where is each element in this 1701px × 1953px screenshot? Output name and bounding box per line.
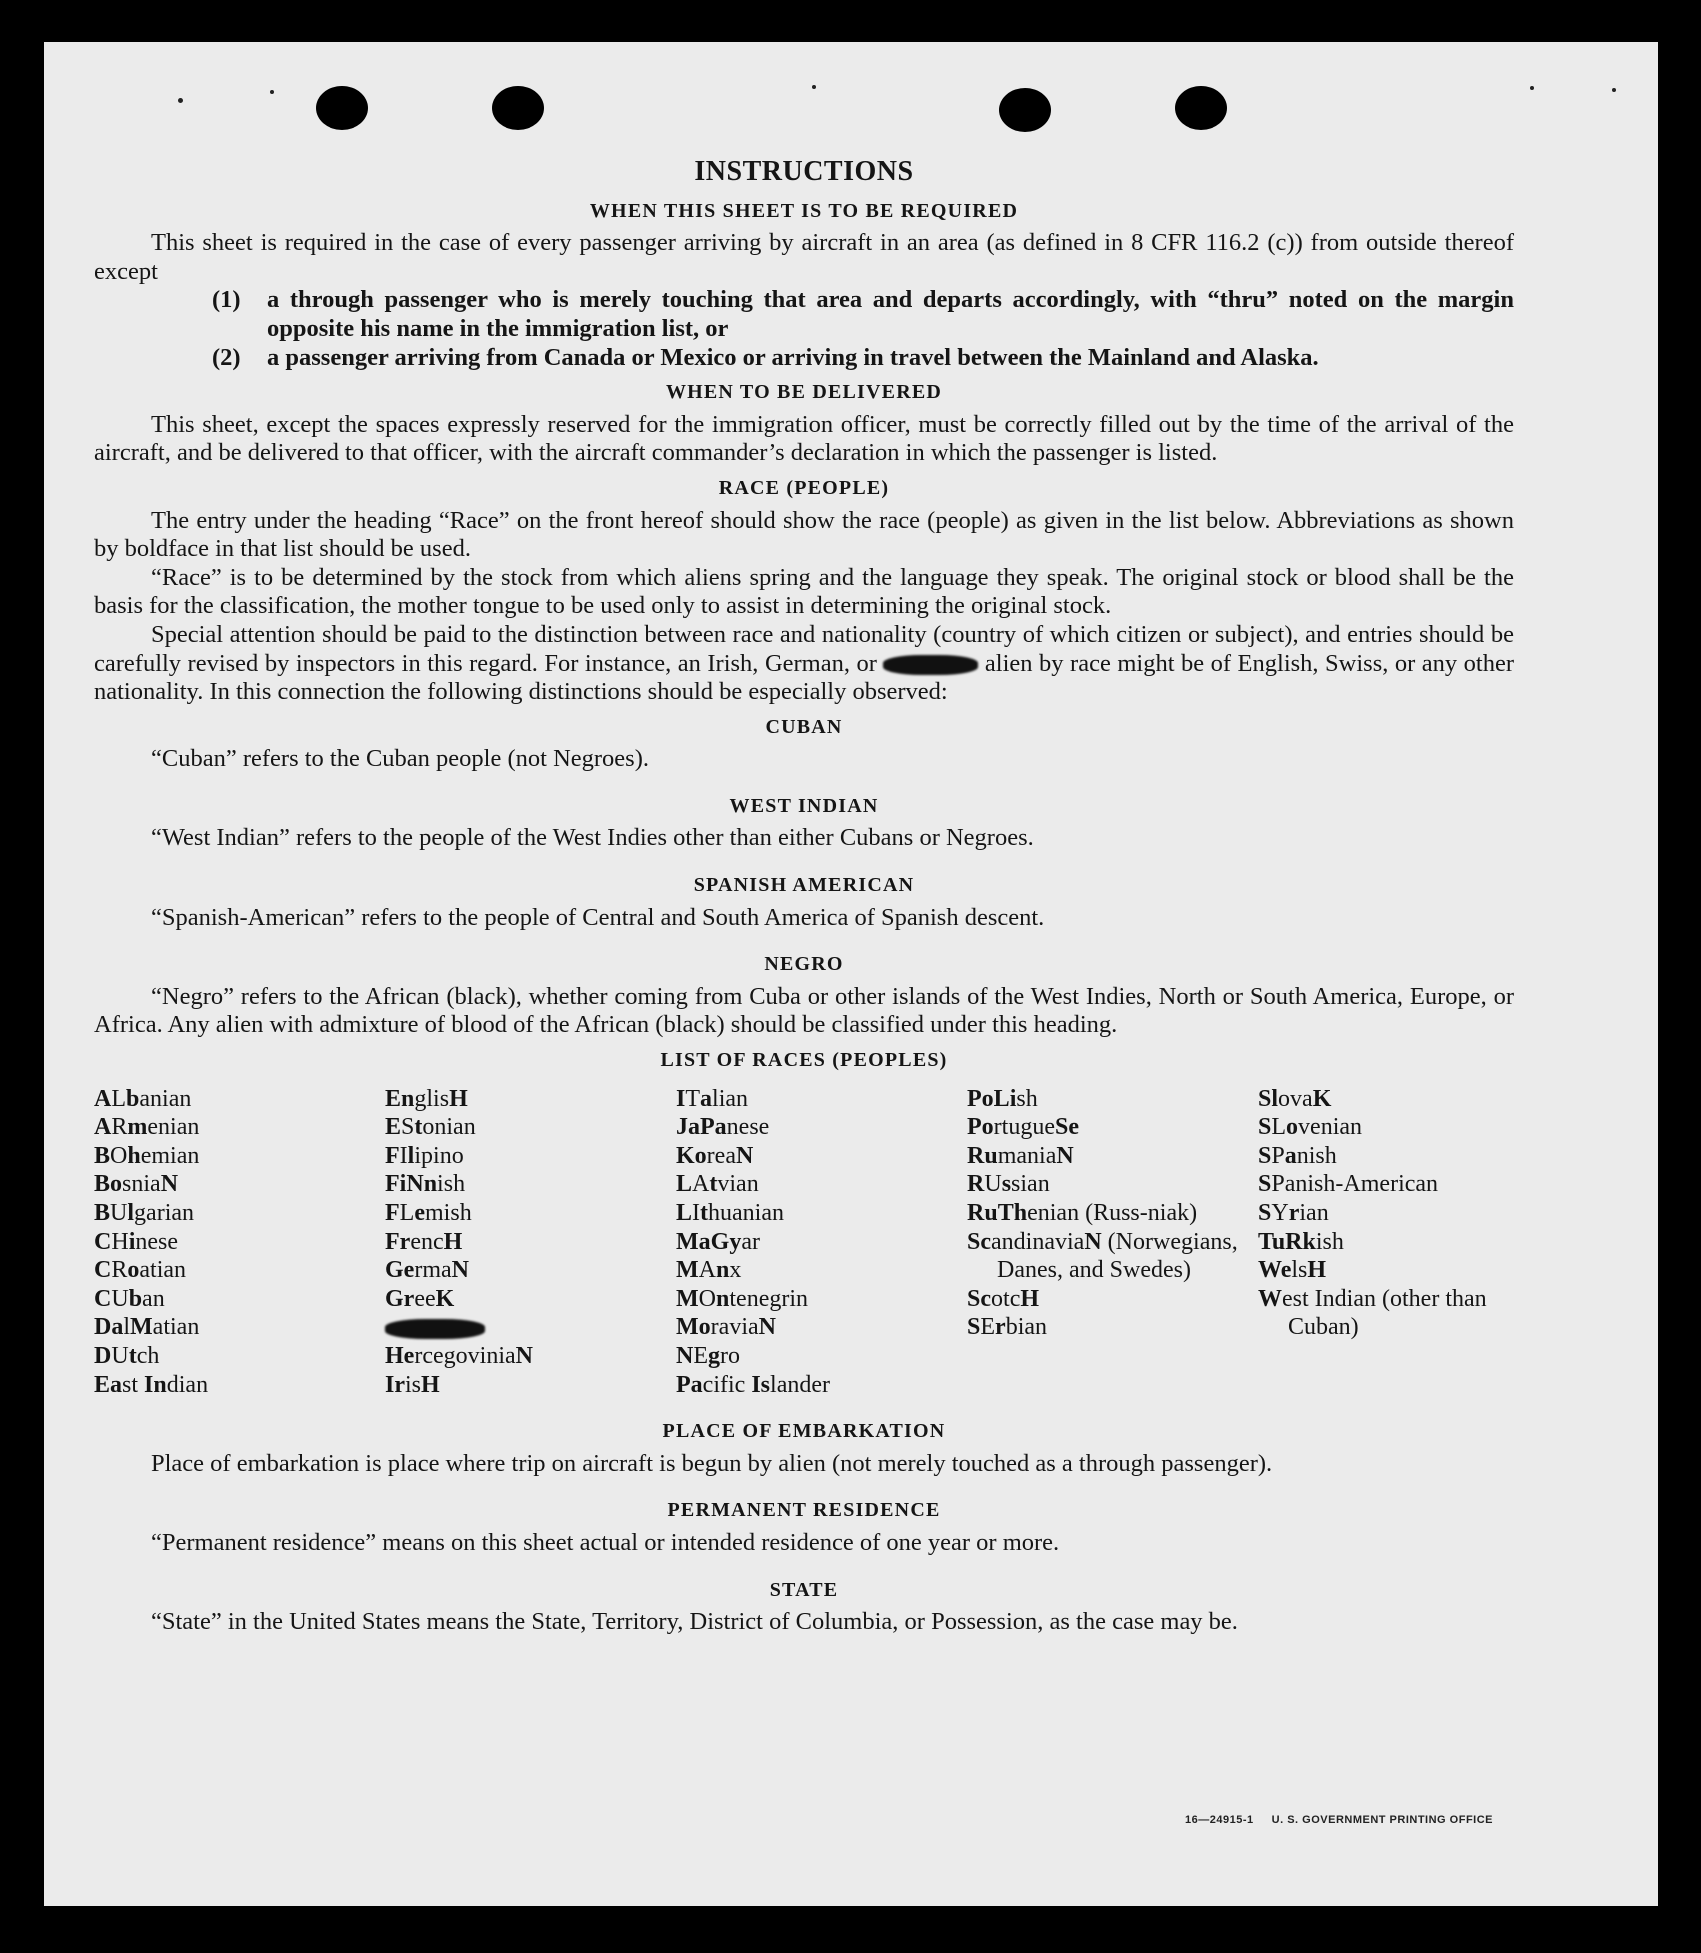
section-text: “Negro” refers to the African (black), whether coming from Cuba or other islands of the West Indies, North or South America, Europe, or Africa. Any alien with admixture of blood of the African (black) should be classified under this heading. [94, 982, 1514, 1039]
section-text: “State” in the United States means the State, Territory, District of Columbia, or Possession, as the case may be. [151, 1608, 1238, 1636]
race-entry: Pacific Islander [676, 1371, 830, 1398]
race-entry: DalMatian [94, 1314, 200, 1341]
speck [1612, 88, 1616, 92]
race-entry: FLemish [385, 1200, 472, 1226]
section-heading: CUBAN [765, 715, 843, 738]
section-text: Place of embarkation is place where trip on aircraft is begun by alien (not merely touched as a through passenger). [151, 1449, 1273, 1477]
race-entry: EStonian [385, 1114, 476, 1141]
race-column [1258, 1085, 1518, 1400]
race-entry: CRoatian [94, 1257, 187, 1284]
punch-hole [492, 86, 544, 130]
race-column [676, 1085, 967, 1400]
section-heading: WHEN THIS SHEET IS TO BE REQUIRED [589, 199, 1019, 222]
race-entry: FiNnish [385, 1171, 466, 1198]
race-entry: CHinese [94, 1228, 179, 1255]
race-entry: PoLish [967, 1085, 1038, 1112]
race-entry: ITalian [676, 1085, 749, 1112]
section-text: “West Indian” refers to the people of the West Indies other than either Cubans or Negroes. [151, 824, 1034, 852]
section-heading: PLACE OF EMBARKATION [662, 1420, 946, 1443]
section-heading: RACE (PEOPLE) [718, 476, 890, 499]
redaction-mark [883, 655, 978, 675]
page-title: INSTRUCTIONS [694, 156, 914, 187]
item-number: (1) [212, 286, 241, 314]
race-entry: KoreaN [676, 1142, 754, 1169]
race-entry: IrisH [385, 1371, 440, 1398]
race-entry: ScotcH [967, 1285, 1040, 1312]
section-text: “Cuban” refers to the Cuban people (not Negroes). [151, 745, 649, 773]
form-number: 16—24915-1 [1185, 1814, 1254, 1826]
list-item [212, 344, 1514, 373]
race-entry: ScandinaviaN (Norwegians, Danes, and Swedes) [967, 1228, 1238, 1284]
speck [270, 90, 274, 94]
race-entry: SLovenian [1258, 1114, 1363, 1141]
race-entry: MaGyar [676, 1228, 760, 1255]
race-column [967, 1085, 1258, 1400]
speck [812, 85, 816, 89]
race-entry: HercegoviniaN [385, 1342, 533, 1369]
section-heading: SPANISH AMERICAN [693, 874, 915, 897]
section-text: “Permanent residence” means on this sheet actual or intended residence of one year or more. [151, 1528, 1060, 1556]
printer-imprint: U. S. GOVERNMENT PRINTING OFFICE [1271, 1814, 1493, 1826]
race-entry: SYrian [1258, 1200, 1329, 1226]
race-entry: GermaN [385, 1257, 469, 1284]
section-text: This sheet is required in the case of every passenger arriving by aircraft in an area (as defined in 8 CFR 116.2 (c)) from outside thereof except [94, 229, 1514, 285]
race-entry: SPanish-American [1258, 1171, 1439, 1198]
race-entry: BUlgarian [94, 1200, 195, 1226]
race-entry: LIthuanian [676, 1200, 784, 1226]
race-column [94, 1085, 385, 1400]
text-span: Special attention should be paid to the distinction between race and nationality (country of which citizen or subject), and entries should be carefully revised by inspectors in this regard. For instance, an Irish, German, or [94, 620, 1514, 677]
race-entry: SPanish [1258, 1142, 1337, 1169]
section-heading: PERMANENT RESIDENCE [667, 1499, 941, 1522]
punch-hole [1175, 86, 1227, 130]
race-column [385, 1085, 676, 1400]
race-entry [385, 1313, 676, 1342]
race-list [94, 1085, 1514, 1400]
section-heading: WHEN TO BE DELIVERED [665, 381, 943, 404]
speck [1530, 86, 1534, 90]
race-entry: SErbian [967, 1314, 1048, 1341]
race-entry: EnglisH [385, 1085, 468, 1112]
race-entry: GreeK [385, 1285, 455, 1312]
race-entry: East Indian [94, 1371, 209, 1398]
race-entry: MAnx [676, 1257, 742, 1284]
race-entry: RUssian [967, 1171, 1050, 1198]
item-text: a through passenger who is merely touching that area and departs accordingly, with “thru” noted on the margin opposite his name in the immigration list, or [267, 286, 1514, 342]
section-heading: NEGRO [764, 953, 844, 976]
race-entry: ARmenian [94, 1114, 200, 1141]
list-item [212, 286, 1514, 343]
section-text: The entry under the heading “Race” on the front hereof should show the race (people) as given in the list below. Abbreviations as shown by boldface in that list should be used. [94, 506, 1514, 563]
race-entry: NEgro [676, 1342, 741, 1369]
section-text: “Race” is to be determined by the stock from which aliens spring and the language they speak. The original stock or blood shall be the basis for the classification, the mother tongue to be used only to assist in determining the original stock. [94, 563, 1514, 620]
race-entry: DUtch [94, 1342, 160, 1369]
punch-hole [999, 88, 1051, 132]
race-entry: FIlipino [385, 1142, 464, 1169]
race-entry: LAtvian [676, 1171, 759, 1198]
text-span: alien by race might be of English, Swiss, or any other nationality. In this connection the following distinctions should be especially observed: [94, 649, 1515, 706]
race-entry: SlovaK [1258, 1085, 1332, 1112]
race-entry: BosniaN [94, 1171, 179, 1198]
section-text: “Spanish-American” refers to the people of Central and South America of Spanish descent. [151, 903, 1045, 931]
race-entry: BOhemian [94, 1142, 200, 1169]
race-entry: MOntenegrin [676, 1285, 809, 1312]
redaction-mark [385, 1319, 485, 1339]
item-text: a passenger arriving from Canada or Mexico or arriving in travel between the Mainland and Alaska. [267, 343, 1319, 371]
section-heading: LIST OF RACES (PEOPLES) [660, 1049, 948, 1072]
print-footer [1185, 1814, 1493, 1826]
race-entry: CUban [94, 1285, 165, 1312]
race-entry: RuThenian (Russ-niak) [967, 1200, 1198, 1226]
race-entry: ALbanian [94, 1085, 192, 1112]
race-entry: MoraviaN [676, 1314, 776, 1341]
item-number: (2) [212, 343, 241, 371]
race-entry: JaPanese [676, 1114, 770, 1141]
section-heading: WEST INDIAN [729, 794, 879, 817]
race-entry: RumaniaN [967, 1142, 1074, 1169]
punch-hole [316, 86, 368, 130]
race-entry: WelsH [1258, 1257, 1327, 1284]
race-entry: TuRkish [1258, 1228, 1344, 1255]
document-page [44, 42, 1658, 1906]
race-entry: PortugueSe [967, 1114, 1080, 1141]
race-entry: FrencH [385, 1228, 463, 1255]
speck [178, 98, 183, 103]
section-text: This sheet, except the spaces expressly reserved for the immigration officer, must be correctly filled out by the time of the arrival of the aircraft, and be delivered to that officer, with the aircraft commander’s declaration in which the passenger is listed. [94, 410, 1514, 467]
instructions-body [94, 158, 1514, 1637]
section-heading: STATE [769, 1578, 839, 1601]
section-text [94, 621, 1514, 707]
race-entry: West Indian (other than Cuban) [1258, 1285, 1487, 1341]
